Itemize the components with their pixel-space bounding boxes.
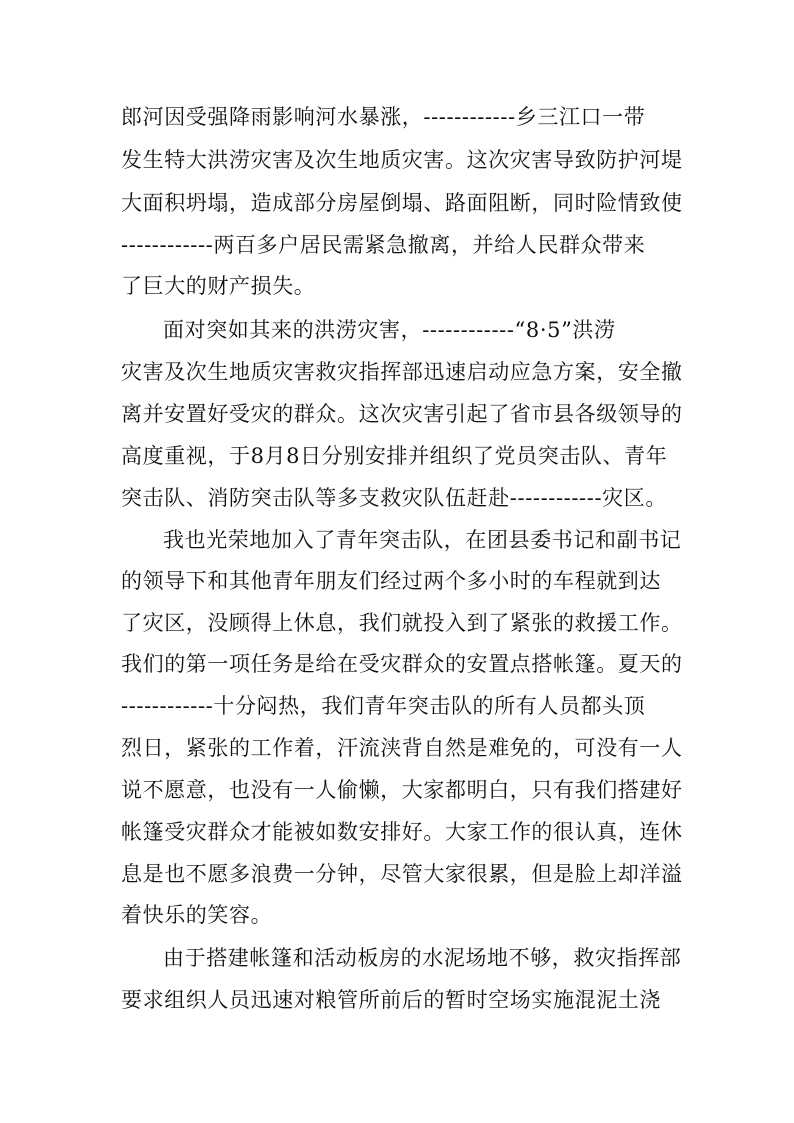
text-line: ------------十分闷热，我们青年突击队的所有人员都头顶 [121, 694, 646, 718]
text-line: 我们的第一项任务是给在受灾群众的安置点搭帐篷。夏天的 [121, 652, 683, 676]
text-line: 郎河因受强降雨影响河水暴涨，------------乡三江口一带 [121, 105, 646, 129]
text-line: 高度重视，于8月8日分别安排并组织了党员突击队、青年 [121, 444, 668, 468]
text-line: 烈日，紧张的工作着，汗流浃背自然是难免的，可没有一人 [121, 736, 683, 760]
text-line: 要求组织人员迅速对粮管所前后的暂时空场实施混泥土浇 [121, 988, 661, 1012]
text-line: 我也光荣地加入了青年突击队，在团县委书记和副书记 [163, 528, 682, 552]
text-line: 大面积坍塌，造成部分房屋倒塌、路面阻断，同时险情致使 [121, 191, 683, 215]
text-line: 离并安置好受灾的群众。这次灾害引起了省市县各级领导的 [121, 402, 683, 426]
text-line: 了巨大的财产损失。 [121, 274, 316, 298]
text-line: 面对突如其来的洪涝灾害，------------“8·5”洪涝 [163, 318, 616, 342]
text-line: 突击队、消防突击队等多支救灾队伍赶赴------------灾区。 [121, 486, 667, 510]
text-line: 由于搭建帐篷和活动板房的水泥场地不够，救灾指挥部 [163, 946, 682, 970]
text-line: 了灾区，没顾得上休息，我们就投入到了紧张的救援工作。 [121, 611, 683, 635]
text-line: ------------两百多户居民需紧急撤离，并给人民群众带来 [121, 233, 646, 257]
text-line: 的领导下和其他青年朋友们经过两个多小时的车程就到达 [121, 569, 661, 593]
text-line: 发生特大洪涝灾害及次生地质灾害。这次灾害导致防护河堤 [121, 148, 683, 172]
text-line: 息是也不愿多浪费一分钟，尽管大家很累，但是脸上却洋溢 [121, 862, 683, 886]
text-line: 灾害及次生地质灾害救灾指挥部迅速启动应急方案，安全撤 [121, 360, 683, 384]
text-line: 说不愿意，也没有一人偷懒，大家都明白，只有我们搭建好 [121, 778, 683, 802]
text-line: 着快乐的笑容。 [121, 903, 273, 927]
text-line: 帐篷受灾群众才能被如数安排好。大家工作的很认真，连休 [121, 820, 683, 844]
